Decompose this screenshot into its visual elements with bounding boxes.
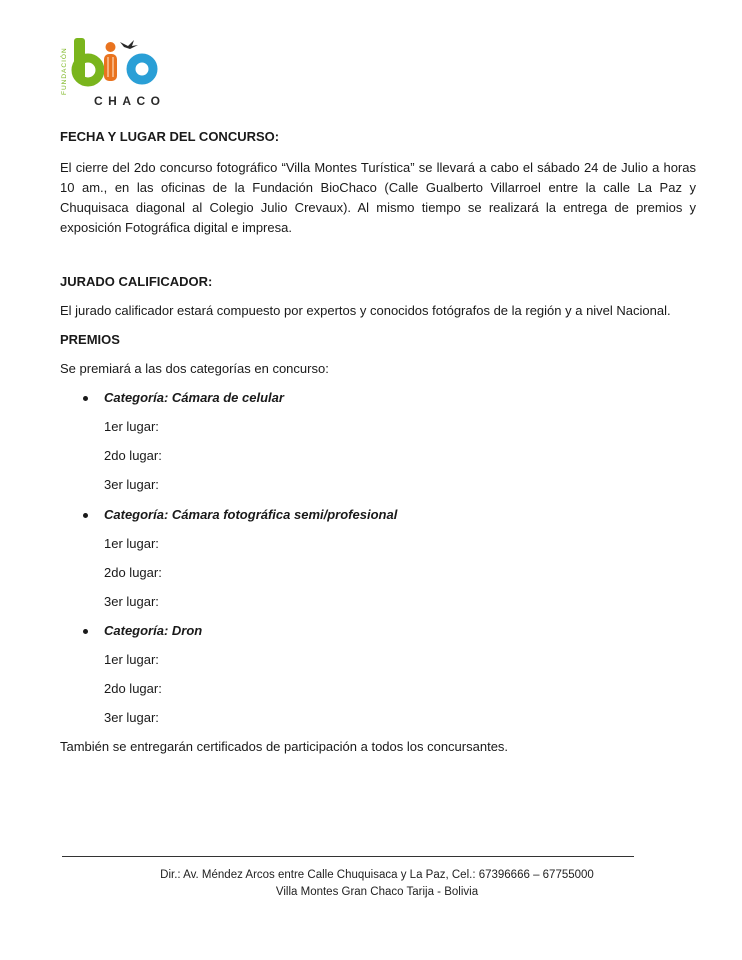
place-line: 1er lugar: — [104, 652, 159, 667]
footer-divider — [62, 856, 634, 857]
footer-location: Villa Montes Gran Chaco Tarija - Bolivia — [275, 886, 479, 898]
place-line: 3er lugar: — [104, 594, 159, 609]
paragraph-fecha-lugar: El cierre del 2do concurso fotográfico “Villa Montes Turística” se llevará a cabo el sábado 24 de Julio a horas 10 am., en las oficinas de la Fundación BioChaco (Calle Gualberto Villarroel entre la calle La Paz y Chuquisaca diagonal al Colegio Julio Crevaux). Al mismo tiempo se realizará la entrega de premios y exposición Fotográfica digital e impresa. — [60, 160, 696, 235]
category-label: Categoría: Dron — [104, 623, 203, 638]
place-line: 2do lugar: — [104, 681, 162, 696]
place-line: 1er lugar: — [104, 419, 159, 434]
logo-vertical-text: FUNDACIÓN — [61, 47, 68, 95]
category-label: Categoría: Cámara fotográfica semi/profesional — [104, 507, 398, 522]
paragraph-premios-intro: Se premiará a las dos categorías en concurso: — [60, 361, 329, 376]
place-line: 3er lugar: — [104, 477, 159, 492]
logo-chaco-text: CHACO — [94, 94, 166, 108]
heading-premios: PREMIOS — [60, 332, 120, 347]
heading-fecha-lugar: FECHA Y LUGAR DEL CONCURSO: — [60, 129, 280, 144]
heading-jurado: JURADO CALIFICADOR: — [60, 274, 213, 289]
paragraph-certificados: También se entregarán certificados de participación a todos los concursantes. — [60, 739, 509, 754]
bullet-icon — [83, 396, 88, 401]
place-line: 1er lugar: — [104, 536, 159, 551]
paragraph-jurado: El jurado calificador estará compuesto por expertos y conocidos fotógrafos de la región y a nivel Nacional. — [60, 303, 671, 318]
bullet-icon — [83, 629, 88, 634]
bullet-icon — [83, 513, 88, 518]
place-line: 2do lugar: — [104, 565, 162, 580]
place-line: 3er lugar: — [104, 710, 159, 725]
place-line: 2do lugar: — [104, 448, 162, 463]
category-label: Categoría: Cámara de celular — [104, 390, 284, 405]
footer-address: Dir.: Av. Méndez Arcos entre Calle Chuquisaca y La Paz, Cel.: 67396666 – 67755000 — [160, 869, 594, 881]
